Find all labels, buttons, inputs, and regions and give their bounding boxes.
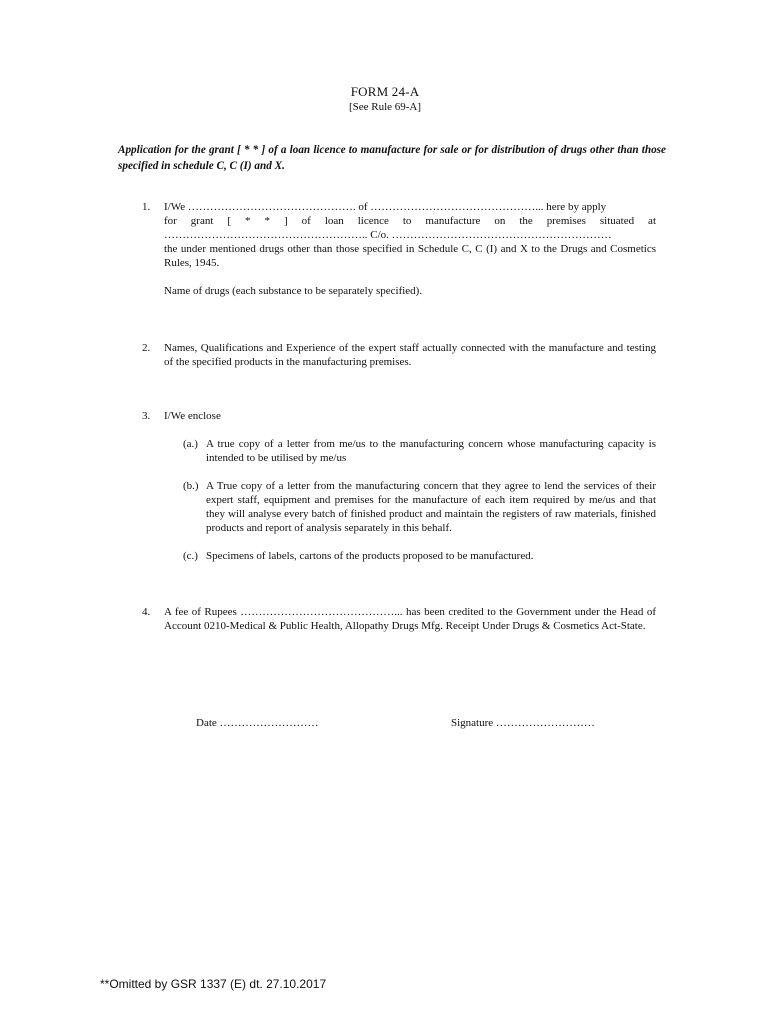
item-3b-label: (b.) — [183, 480, 199, 492]
item-3a-text: A true copy of a letter from me/us to the manufacturing concern whose manufacturing capacity is intended to be utilised by me/us — [206, 438, 656, 464]
item-2-number: 2. — [142, 342, 151, 354]
item-3-number: 3. — [142, 410, 151, 422]
item-3a-label: (a.) — [183, 438, 198, 450]
form-title: FORM 24-A — [350, 84, 420, 99]
item-1-line-4: the under mentioned drugs other than those specified in Schedule C, C (I) and X to the Drugs and Cosmetics Rules, 1945. — [164, 243, 656, 269]
item-1-line-1: I/We ………………………………………. of ………………………………………... here by apply — [164, 201, 607, 213]
item-3c-label: (c.) — [183, 550, 198, 562]
item-1-number: 1. — [142, 201, 151, 213]
form-rule-reference: [See Rule 69-A] — [348, 101, 422, 113]
item-4-number: 4. — [142, 606, 151, 618]
item-3c-text: Specimens of labels, cartons of the products proposed to be manufactured. — [206, 550, 534, 562]
footnote: **Omitted by GSR 1337 (E) dt. 27.10.2017 — [100, 977, 327, 991]
item-1-line-3: ……………………………………………….. C/o. …………………………………………………… — [164, 229, 612, 241]
item-4-text: A fee of Rupees ……………………………………... has been credited to the Government under the Head of Account 0210-Medical & Public Health, Allopathy Drugs Mfg. Receipt Under Drugs & Cosmetics Act-State. — [164, 606, 656, 632]
signature-field: Signature ……………………… — [451, 717, 595, 729]
item-3b-text: A True copy of a letter from the manufacturing concern that they agree to lend the services of their expert staff, equipment and premises for the manufacture of each item required by me/us and that they will analyse every batch of finished product and maintain the registers of raw materials, finished products and report of analysis separately in this behalf. — [206, 480, 656, 534]
item-1-drugs-note: Name of drugs (each substance to be separately specified). — [164, 285, 423, 297]
application-heading: Application for the grant [ * * ] of a loan licence to manufacture for sale or for distribution of drugs other than those specified in schedule C, C (I) and X. — [118, 144, 666, 172]
item-1-line-2: for grant [ * * ] of loan licence to manufacture on the premises situated at — [164, 215, 656, 227]
date-field: Date ……………………… — [196, 717, 319, 729]
item-3-text: I/We enclose — [164, 410, 221, 422]
item-2-text: Names, Qualifications and Experience of the expert staff actually connected with the manufacture and testing of the specified products in the manufacturing premises. — [164, 342, 656, 368]
